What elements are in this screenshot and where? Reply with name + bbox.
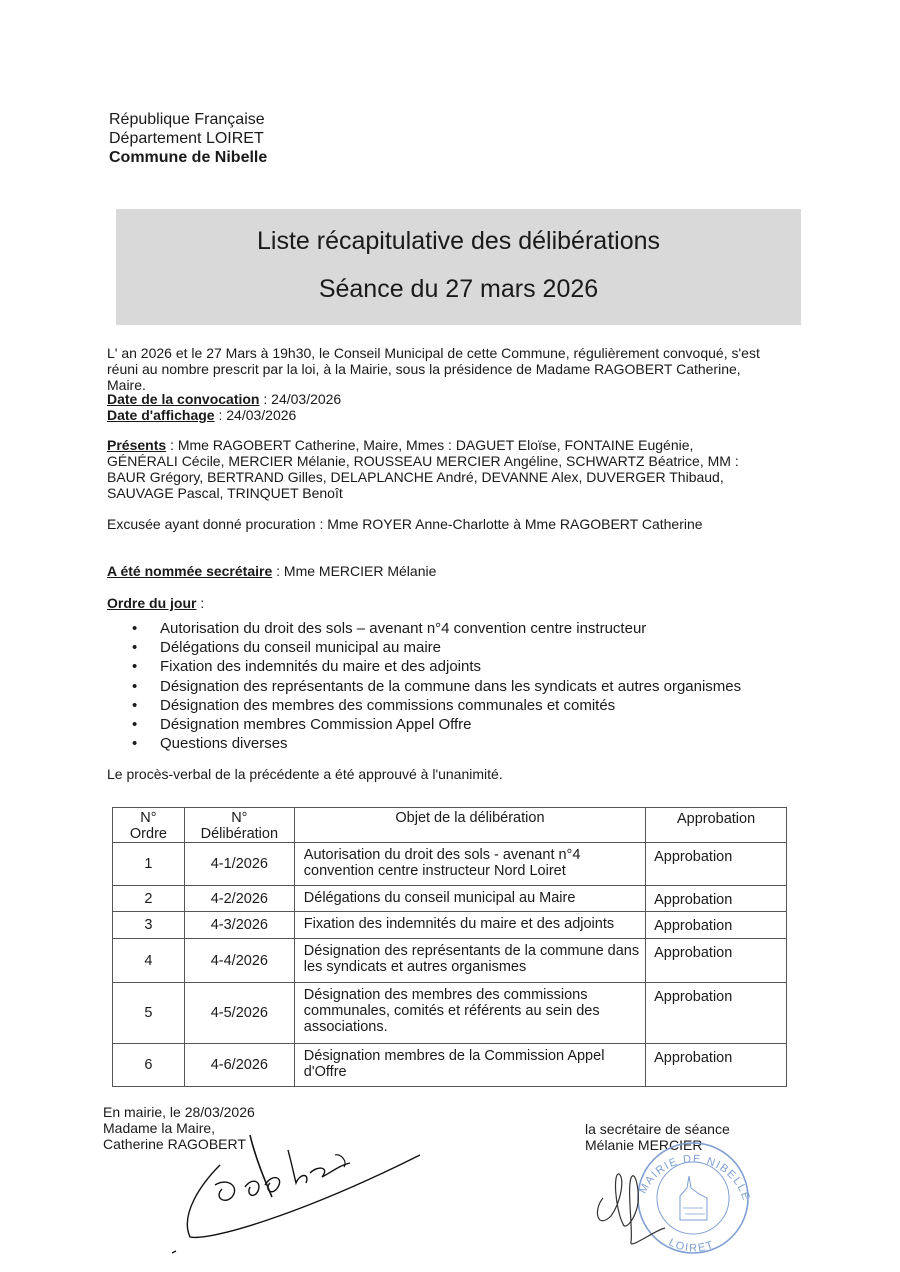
table-row bbox=[113, 843, 787, 886]
minutes-note: Le procès-verbal de la précédente a été approuvé à l'unanimité. bbox=[107, 766, 503, 782]
secretary-name: Mélanie MERCIER bbox=[585, 1137, 703, 1153]
excused-line: Excusée ayant donné procuration : Mme ROYER Anne-Charlotte à Mme RAGOBERT Catherine bbox=[107, 516, 703, 532]
agenda-item: • Désignation membres Commission Appel Offre bbox=[107, 715, 807, 734]
agenda-list bbox=[107, 619, 807, 753]
presents-label: Présents bbox=[107, 437, 167, 453]
presents-paragraph bbox=[107, 437, 767, 501]
mayor-handwritten-signature bbox=[160, 1125, 440, 1255]
secretary-value: : Mme MERCIER Mélanie bbox=[272, 563, 437, 579]
header-ordre: N° Ordre bbox=[113, 808, 185, 843]
cell-objet: Désignation des représentants de la commune dans les syndicats et autres organismes bbox=[294, 939, 645, 983]
document-title: Liste récapitulative des délibérations bbox=[256, 227, 660, 255]
header-approbation: Approbation bbox=[646, 808, 787, 843]
cell-deliberation: 4-6/2026 bbox=[184, 1044, 294, 1087]
agenda-heading bbox=[107, 595, 767, 611]
header-commune: Commune de Nibelle bbox=[109, 149, 268, 166]
secretary-label: A été nommée secrétaire bbox=[107, 563, 273, 579]
secretary-title: la secrétaire de séance bbox=[585, 1121, 730, 1137]
municipal-stamp bbox=[585, 1138, 755, 1256]
cell-approbation: Approbation bbox=[646, 886, 787, 912]
cell-approbation: Approbation bbox=[646, 912, 787, 939]
agenda-suffix: : bbox=[196, 595, 205, 611]
agenda-item: • Désignation des membres des commissions communales et comités bbox=[107, 696, 807, 715]
cell-objet: Désignation membres de la Commission Appel d'Offre bbox=[294, 1044, 645, 1087]
header-republique: République Française bbox=[109, 111, 265, 128]
session-title: Séance du 27 mars 2026 bbox=[318, 275, 599, 303]
dates-block bbox=[107, 391, 767, 423]
cell-deliberation: 4-5/2026 bbox=[184, 983, 294, 1044]
convocation-label: Date de la convocation bbox=[107, 391, 260, 407]
mayor-name: Catherine RAGOBERT bbox=[103, 1136, 246, 1152]
commune-header bbox=[109, 110, 267, 167]
presents-list: : Mme RAGOBERT Catherine, Maire, Mmes : DAGUET Eloïse, FONTAINE Eugénie, GÉNÉRALI Cécile, MERCIER Mélanie, ROUSSEAU MERCIER Angéline, SCHWARTZ Béatrice, MM : BAUR Grégory, BERTRAND Gilles, DELAPLANCHE André, DEVANNE Alex, DUVERGER Thibaud, SAUVAGE Pascal, TRINQUET Benoît bbox=[107, 437, 739, 501]
agenda-label: Ordre du jour bbox=[107, 595, 197, 611]
cell-ordre: 5 bbox=[113, 983, 185, 1044]
table-row bbox=[113, 1044, 787, 1087]
header-departement: Département LOIRET bbox=[109, 130, 264, 147]
secretary-line bbox=[107, 563, 767, 579]
affichage-value: : 24/03/2026 bbox=[214, 407, 297, 423]
cell-deliberation: 4-3/2026 bbox=[184, 912, 294, 939]
table-header-row bbox=[113, 808, 787, 843]
table-row bbox=[113, 939, 787, 983]
table-row bbox=[113, 983, 787, 1044]
intro-paragraph: L' an 2026 et le 27 Mars à 19h30, le Conseil Municipal de cette Commune, régulièrement convoqué, s'est réuni au nombre prescrit par la loi, à la Mairie, sous la présidence de Madame RAGOBERT Catherine, Maire. bbox=[107, 345, 760, 393]
cell-ordre: 6 bbox=[113, 1044, 185, 1087]
agenda-item: • Questions diverses bbox=[107, 734, 807, 753]
signature-date: En mairie, le 28/03/2026 bbox=[103, 1104, 255, 1120]
convocation-value: : 24/03/2026 bbox=[259, 391, 342, 407]
cell-ordre: 3 bbox=[113, 912, 185, 939]
table-row bbox=[113, 886, 787, 912]
cell-objet: Désignation des membres des commissions communales, comités et référents au sein des associations. bbox=[294, 983, 645, 1044]
cell-deliberation: 4-1/2026 bbox=[184, 843, 294, 886]
header-objet: Objet de la délibération bbox=[294, 808, 645, 843]
table-row bbox=[113, 912, 787, 939]
cell-approbation: Approbation bbox=[646, 843, 787, 886]
cell-ordre: 1 bbox=[113, 843, 185, 886]
cell-objet: Fixation des indemnités du maire et des adjoints bbox=[294, 912, 645, 939]
stamp-text: MAIRIE DE NIBELLE bbox=[636, 1153, 753, 1203]
deliberations-table bbox=[112, 807, 787, 1087]
header-deliberation: N° Délibération bbox=[184, 808, 294, 843]
mayor-title: Madame la Maire, bbox=[103, 1120, 216, 1136]
agenda-item: • Désignation des représentants de la commune dans les syndicats et autres organismes bbox=[107, 677, 807, 696]
cell-approbation: Approbation bbox=[646, 939, 787, 983]
title-banner bbox=[116, 209, 801, 325]
stamp-bottom-text: LOIRET bbox=[666, 1236, 717, 1255]
cell-ordre: 4 bbox=[113, 939, 185, 983]
cell-ordre: 2 bbox=[113, 886, 185, 912]
agenda-item: • Fixation des indemnités du maire et des adjoints bbox=[107, 657, 807, 676]
cell-objet: Délégations du conseil municipal au Maire bbox=[294, 886, 645, 912]
cell-objet: Autorisation du droit des sols - avenant n°4 convention centre instructeur Nord Loiret bbox=[294, 843, 645, 886]
cell-deliberation: 4-4/2026 bbox=[184, 939, 294, 983]
agenda-item: • Autorisation du droit des sols – avenant n°4 convention centre instructeur bbox=[107, 619, 807, 638]
cell-approbation: Approbation bbox=[646, 1044, 787, 1087]
affichage-label: Date d'affichage bbox=[107, 407, 215, 423]
cell-approbation: Approbation bbox=[646, 983, 787, 1044]
cell-deliberation: 4-2/2026 bbox=[184, 886, 294, 912]
agenda-item: • Délégations du conseil municipal au maire bbox=[107, 638, 807, 657]
